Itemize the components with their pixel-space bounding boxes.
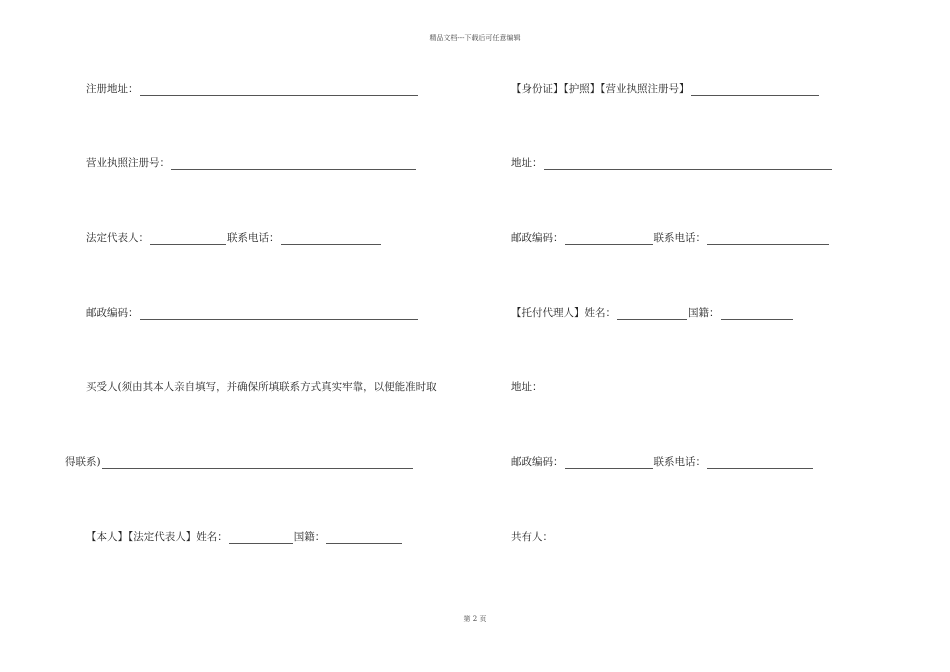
legal-rep-row — [86, 229, 382, 245]
id-number-field[interactable] — [691, 84, 819, 96]
buyer-contact-field[interactable] — [102, 457, 413, 469]
right-postcode-field[interactable] — [565, 233, 653, 245]
address-field[interactable] — [544, 158, 832, 170]
agent-phone-field[interactable] — [707, 457, 813, 469]
id-types-row — [511, 80, 820, 96]
agent-postcode-field[interactable] — [565, 457, 653, 469]
reg-address-label: 注册地址： — [86, 83, 139, 95]
co-owner-row — [511, 528, 553, 544]
buyer-note-row-2 — [65, 453, 414, 469]
buyer-note-text-1: 买受人(须由其本人亲自填写，并确保所填联系方式真实牢靠，以便能准时取 — [86, 381, 437, 393]
self-rep-nationality-field[interactable] — [326, 532, 402, 544]
agent-row — [511, 304, 794, 320]
legal-rep-label: 法定代表人： — [86, 232, 149, 244]
self-rep-name-field[interactable] — [229, 532, 293, 544]
self-rep-name-label: 【本人】【法定代表人】姓名： — [86, 531, 228, 543]
legal-rep-field[interactable] — [150, 233, 226, 245]
agent-address-label: 地址： — [511, 381, 543, 393]
reg-address-row — [86, 80, 419, 96]
address-label: 地址： — [511, 157, 543, 169]
agent-nationality-label: 国籍： — [688, 307, 720, 319]
agent-address-row — [511, 378, 543, 394]
right-postcode-row — [511, 229, 830, 245]
right-postcode-label: 邮政编码： — [511, 232, 564, 244]
license-no-label: 营业执照注册号： — [86, 157, 170, 169]
agent-postcode-row — [511, 453, 814, 469]
self-rep-row — [86, 528, 403, 544]
postcode-row — [86, 304, 419, 320]
buyer-note-text-2: 得联系) — [65, 456, 101, 468]
right-phone-label: 联系电话： — [653, 232, 706, 244]
reg-address-field[interactable] — [140, 84, 418, 96]
buyer-note-row-1 — [86, 378, 437, 394]
legal-rep-phone-field[interactable] — [281, 233, 381, 245]
id-types-label: 【身份证】【护照】【营业执照注册号】 — [511, 83, 690, 95]
agent-nationality-field[interactable] — [721, 308, 793, 320]
postcode-field[interactable] — [140, 308, 418, 320]
self-rep-nationality-label: 国籍： — [293, 531, 326, 543]
agent-name-label: 【托付代理人】姓名： — [511, 307, 616, 319]
license-no-row — [86, 154, 417, 170]
page-header: 精品文档---下载后可任意编辑 — [429, 34, 521, 42]
right-phone-field[interactable] — [707, 233, 829, 245]
license-no-field[interactable] — [171, 158, 416, 170]
agent-name-field[interactable] — [617, 308, 687, 320]
agent-postcode-label: 邮政编码： — [511, 456, 564, 468]
postcode-label: 邮政编码： — [86, 307, 139, 319]
page-footer: 第 2 页 — [463, 615, 487, 623]
legal-rep-phone-label: 联系电话： — [227, 232, 280, 244]
co-owner-label: 共有人： — [511, 531, 553, 543]
agent-phone-label: 联系电话： — [653, 456, 706, 468]
address-row — [511, 154, 833, 170]
